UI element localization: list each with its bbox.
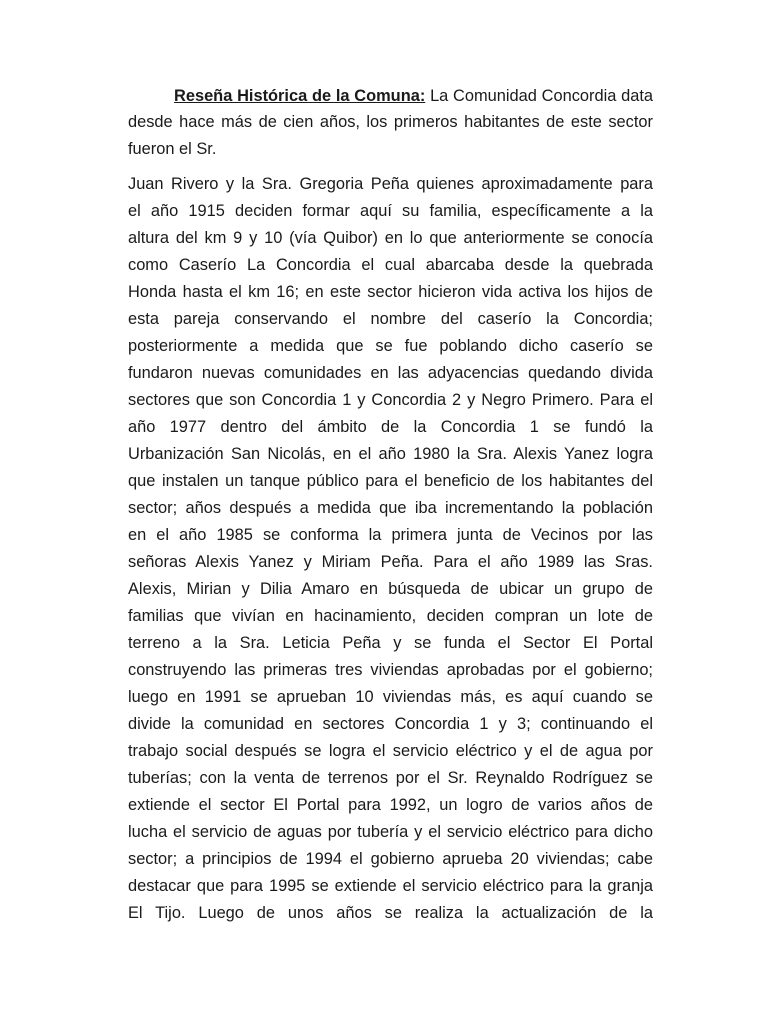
paragraph-line: en el año 1985 se conforma la primera junta de Vecinos por las	[128, 526, 653, 544]
paragraph-line: luego en 1991 se aprueban 10 viviendas más, es aquí cuando se	[128, 688, 653, 706]
paragraph-line: sector; a principios de 1994 el gobierno aprueba 20 viviendas; cabe	[128, 850, 653, 868]
paragraph-line: Alexis, Mirian y Dilia Amaro en búsqueda de ubicar un grupo de	[128, 580, 653, 598]
paragraph-line: extiende el sector El Portal para 1992, un logro de varios años de	[128, 796, 653, 814]
paragraph-line: terreno a la Sra. Leticia Peña y se funda el Sector El Portal	[128, 634, 653, 652]
paragraph-line: sector; años después a medida que iba incrementando la población	[128, 499, 653, 517]
paragraph-line: esta pareja conservando el nombre del caserío la Concordia;	[128, 310, 653, 328]
paragraph-line: divide la comunidad en sectores Concordia 1 y 3; continuando el	[128, 715, 653, 733]
paragraph-line: posteriormente a medida que se fue poblando dicho caserío se	[128, 337, 653, 355]
paragraph-line: Honda hasta el km 16; en este sector hicieron vida activa los hijos de	[128, 283, 653, 301]
paragraph-line: Juan Rivero y la Sra. Gregoria Peña quienes aproximadamente para	[128, 175, 653, 193]
paragraph-line: como Caserío La Concordia el cual abarcaba desde la quebrada	[128, 256, 653, 274]
paragraph-line: El Tijo. Luego de unos años se realiza la actualización de la	[128, 904, 653, 922]
paragraph-line: año 1977 dentro del ámbito de la Concordia 1 se fundó la	[128, 418, 653, 436]
paragraph-line: lucha el servicio de aguas por tubería y el servicio eléctrico para dicho	[128, 823, 653, 841]
paragraph-line: tuberías; con la venta de terrenos por el Sr. Reynaldo Rodríguez se	[128, 769, 653, 787]
paragraph-line	[174, 85, 653, 107]
paragraph-line: señoras Alexis Yanez y Miriam Peña. Para el año 1989 las Sras.	[128, 553, 653, 571]
paragraph-line: fundaron nuevas comunidades en las adyacencias quedando divida	[128, 364, 653, 382]
paragraph-line: familias que vivían en hacinamiento, deciden compran un lote de	[128, 607, 653, 625]
paragraph-line: que instalen un tanque público para el beneficio de los habitantes del	[128, 472, 653, 490]
paragraph-line: altura del km 9 y 10 (vía Quibor) en lo que anteriormente se conocía	[128, 229, 653, 247]
paragraph-line: el año 1915 deciden formar aquí su familia, específicamente a la	[128, 202, 653, 220]
section-heading: Reseña Histórica de la Comuna:	[174, 87, 426, 105]
paragraph-line: desde hace más de cien años, los primeros habitantes de este sector	[128, 113, 653, 131]
paragraph-line: sectores que son Concordia 1 y Concordia 2 y Negro Primero. Para el	[128, 391, 653, 409]
paragraph-line: fueron el Sr.	[128, 140, 217, 158]
paragraph-line: trabajo social después se logra el servicio eléctrico y el de agua por	[128, 742, 653, 760]
paragraph-line: destacar que para 1995 se extiende el servicio eléctrico para la granja	[128, 877, 653, 895]
line-text: La Comunidad Concordia data	[430, 87, 653, 105]
paragraph-line: construyendo las primeras tres viviendas aprobadas por el gobierno;	[128, 661, 653, 679]
paragraph-line: Urbanización San Nicolás, en el año 1980 la Sra. Alexis Yanez logra	[128, 445, 653, 463]
